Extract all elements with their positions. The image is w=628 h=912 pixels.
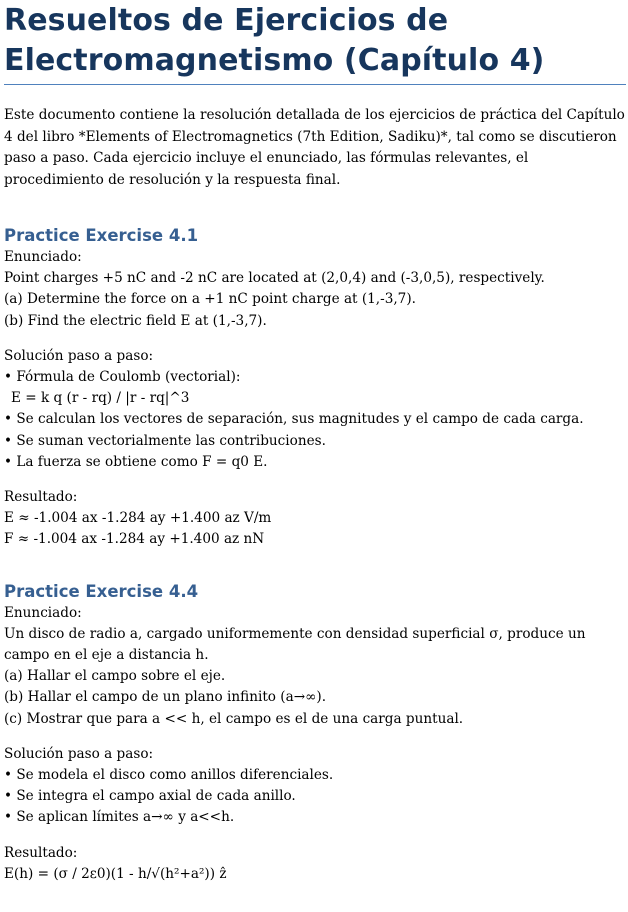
enunciado-line: (a) Hallar el campo sobre el eje. — [4, 668, 226, 685]
enunciado-line: (b) Find the electric field E at (1,-3,7). — [4, 312, 267, 329]
section-heading: Practice Exercise 4.4 — [4, 581, 199, 601]
enunciado-line: Point charges +5 nC and -2 nC are located at (2,0,4) and (-3,0,5), respectively. — [4, 270, 545, 287]
enunciado-line: (b) Hallar el campo de un plano infinito (a→∞). — [4, 689, 327, 706]
spacer — [4, 473, 624, 487]
coulomb-formula: E = k q (r - rq) / |r - rq|^3 — [11, 390, 190, 407]
document-title-line-2: Electromagnetismo (Capítulo 4) — [4, 43, 545, 78]
intro-paragraph: Este documento contiene la resolución detallada de los ejercicios de práctica del Capítulo 4 del libro *Elements of Electromagnetics (7th Edition, Sadiku)*, tal como se discutieron paso a paso. Cada ejercicio incluye el enunciado, las fórmulas relevantes, el procedimiento de resolución y la respuesta final. — [4, 107, 625, 188]
document-title — [4, 0, 624, 81]
solucion-step: • Se suman vectorialmente las contribuciones. — [4, 432, 326, 449]
solucion-step: • La fuerza se obtiene como F = q0 E. — [4, 453, 268, 470]
spacer — [4, 730, 624, 744]
solucion-label: Solución paso a paso: — [4, 347, 154, 364]
solucion-step: • Se modela el disco como anillos diferenciales. — [4, 767, 334, 784]
resultado-label: Resultado: — [4, 489, 78, 506]
enunciado-label: Enunciado: — [4, 249, 82, 265]
spacer — [4, 332, 624, 346]
section-exercise-4-1 — [4, 225, 624, 551]
resultado-line: E ≈ -1.004 ax -1.284 ay +1.400 az V/m — [4, 510, 272, 527]
resultado-line: E(h) = (σ / 2ε0)(1 - h/√(h²+a²)) ẑ — [4, 865, 227, 882]
title-underline — [4, 84, 626, 85]
enunciado-label: Enunciado: — [4, 604, 82, 621]
spacer — [4, 829, 624, 843]
enunciado-line: (c) Mostrar que para a << h, el campo es el de una carga puntual. — [4, 710, 464, 727]
section-heading: Practice Exercise 4.1 — [4, 226, 199, 245]
document-title-line-1: Resueltos de Ejercicios de — [4, 3, 449, 38]
document-page — [4, 0, 624, 885]
resultado-line: F ≈ -1.004 ax -1.284 ay +1.400 az nN — [4, 531, 265, 548]
solucion-step: • Se integra el campo axial de cada anillo. — [4, 788, 296, 805]
resultado-label: Resultado: — [4, 844, 78, 861]
section-exercise-4-4 — [4, 581, 624, 885]
solucion-label: Solución paso a paso: — [4, 745, 154, 762]
enunciado-line: Un disco de radio a, cargado uniformemente con densidad superficial σ, produce un campo en el eje a distancia h. — [4, 625, 586, 664]
solucion-step: • Fórmula de Coulomb (vectorial): — [4, 369, 241, 386]
solucion-step: • Se aplican límites a→∞ y a<<h. — [4, 809, 235, 826]
enunciado-line: (a) Determine the force on a +1 nC point charge at (1,-3,7). — [4, 291, 416, 308]
solucion-step: • Se calculan los vectores de separación, sus magnitudes y el campo de cada carga. — [4, 411, 584, 428]
